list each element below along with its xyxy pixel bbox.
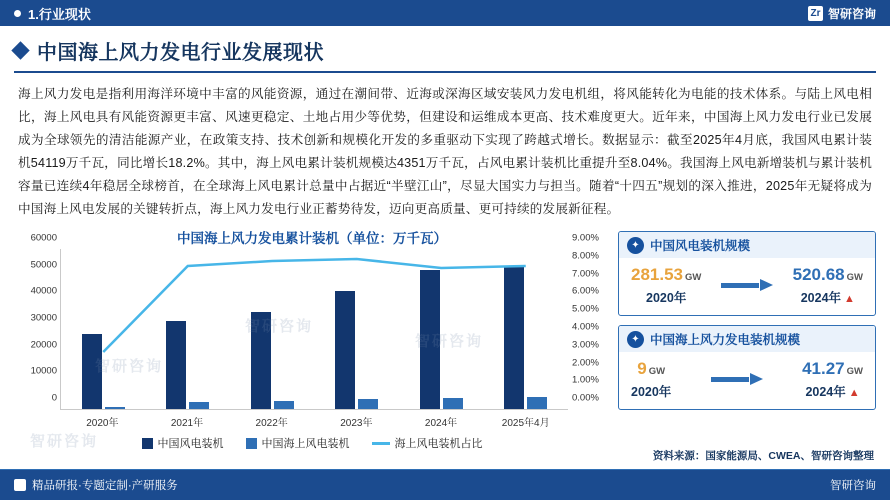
- y2-tick-7: 7.00%: [572, 268, 599, 280]
- y2-tick-9: 9.00%: [572, 232, 599, 244]
- trend-up-icon: ▲: [844, 293, 855, 305]
- stat-from: [631, 265, 701, 306]
- legend-item: [142, 435, 224, 451]
- y2-tick-6: 6.00%: [572, 285, 599, 297]
- y-tick-0: 0: [51, 392, 57, 404]
- card-header: [619, 326, 875, 352]
- body-paragraph: 海上风力发电是指利用海洋环境中丰富的风能资源，通过在潮间带、近海或深海区域安装风力发电机组，将风能转化为电能的技术体系。与陆上风电相比，海上风电具有风能资源更丰富、风速更稳定、土地占用少等优势，但建设和运维成本更高、技术难度更大。近年来，中国海上风力发电行业已发展成为全球领先的清洁能源产业，在政策支持、技术创新和规模化开发的多重驱动下实现了跨越式增长。数据显示：截至2025年4月底，我国风电累计装机54119万千瓦，同比增长18.2%。其中，海上风电累计装机规模达4351万千瓦，占风电累计装机比重提升至8.04%。我国海上风电新增装机与累计装机容量已连续4年稳居全球榜首，在全球海上风电累计总量中占据近“半壁江山”，尽显大国实力与担当。随着“十四五”规划的深入推进，2025年无疑将成为中国海上风电发展的关键转折点，海上风力发电行业正蓄势待发，迈向更高质量、更可持续的发展新征程。: [18, 87, 872, 216]
- y2-tick-1: 1.00%: [572, 374, 599, 386]
- legend-label: 中国风电装机: [157, 438, 224, 450]
- card-body: [619, 258, 875, 315]
- wind-icon: ✦: [627, 331, 644, 348]
- watermark: 智研咨询: [415, 333, 484, 350]
- x-tick: 2020年: [86, 418, 119, 429]
- card-header: [619, 232, 875, 258]
- x-tick: 2024年: [424, 418, 458, 429]
- page-title-text: 中国海上风力发电行业发展现状: [37, 42, 324, 64]
- watermark: 智研咨询: [30, 433, 99, 450]
- legend-swatch-bar1: [142, 438, 153, 449]
- stat-value: 520.68: [792, 265, 845, 284]
- stat-value: 41.27: [802, 359, 845, 378]
- stat-from: [631, 359, 671, 400]
- stat-value: 9: [637, 359, 647, 378]
- chart-container: [14, 227, 610, 450]
- stat-unit: GW: [685, 272, 702, 283]
- chart-legend: [14, 435, 610, 451]
- x-tick: 2023年: [340, 418, 373, 429]
- stat-cards: [618, 227, 876, 442]
- footer-logo-icon: [14, 479, 26, 491]
- arrow-right-icon: [721, 280, 773, 291]
- y-tick-3: 30000: [30, 312, 57, 324]
- footer-brand: 智研咨询: [830, 480, 876, 492]
- legend-item: [246, 435, 350, 451]
- stat-unit: GW: [648, 366, 666, 377]
- stat-unit: GW: [846, 272, 863, 283]
- content-area: [14, 227, 876, 450]
- diamond-icon: [11, 41, 29, 59]
- stat-card-offshore-wind: [618, 325, 876, 410]
- stat-year: 2024年 ▲: [805, 385, 860, 399]
- legend-swatch-bar2: [246, 438, 257, 449]
- stat-value: 281.53: [631, 265, 683, 284]
- bullet-icon: [14, 10, 21, 17]
- watermark: 智研咨询: [95, 358, 164, 375]
- footer: [0, 470, 890, 500]
- watermark: 智研咨询: [245, 318, 314, 335]
- y-tick-5: 50000: [30, 259, 57, 271]
- chart-title: 中国海上风力发电累计装机（单位：万千瓦）: [177, 231, 447, 246]
- brand-mark-icon: Zr: [808, 6, 823, 21]
- x-tick: 2022年: [255, 418, 288, 429]
- source-note: 资料来源：国家能源局、CWEA、智研咨询整理: [652, 450, 874, 462]
- y2-tick-8: 8.00%: [572, 250, 599, 262]
- stat-year: 2020年: [631, 385, 672, 399]
- trend-up-icon: ▲: [848, 387, 860, 399]
- footer-text: 精品研报·专题定制·产研服务: [32, 480, 178, 492]
- stat-card-wind: [618, 231, 876, 316]
- stat-year: 2024年 ▲: [800, 291, 855, 305]
- arrow-right-icon: [711, 374, 763, 385]
- y-tick-6: 60000: [30, 232, 57, 244]
- chart-line-series: [61, 249, 568, 409]
- stat-to: [802, 359, 863, 400]
- brand-logo: [808, 5, 876, 22]
- card-title: 中国风电装机规模: [650, 239, 751, 253]
- top-bar: [0, 0, 890, 26]
- legend-label: 海上风电装机占比: [394, 438, 483, 450]
- section-label: 1.行业现状: [28, 6, 91, 22]
- x-tick: 2025年4月: [501, 418, 550, 429]
- y-tick-1: 10000: [30, 365, 57, 377]
- legend-label: 中国海上风电装机: [261, 438, 350, 450]
- y-tick-2: 20000: [30, 339, 57, 351]
- y2-tick-4: 4.00%: [572, 321, 599, 333]
- y2-tick-5: 5.00%: [572, 303, 599, 315]
- section-indicator: [14, 4, 91, 23]
- brand-name: 智研咨询: [827, 6, 876, 21]
- y-tick-4: 40000: [30, 285, 57, 297]
- stat-unit: GW: [846, 366, 863, 377]
- legend-swatch-line: [372, 442, 390, 445]
- chart-x-axis: [60, 414, 568, 429]
- footer-left: [14, 477, 178, 493]
- card-title: 中国海上风力发电装机规模: [650, 333, 801, 347]
- stat-year: 2020年: [646, 291, 687, 305]
- y2-tick-0: 0.00%: [572, 392, 599, 404]
- legend-item: [372, 435, 483, 451]
- wind-icon: ✦: [627, 237, 644, 254]
- y2-tick-2: 2.00%: [572, 357, 599, 368]
- x-tick: 2021年: [170, 418, 204, 429]
- y2-tick-3: 3.00%: [572, 339, 599, 351]
- stat-to: [793, 265, 863, 306]
- card-body: [619, 352, 875, 409]
- page-title: [14, 36, 876, 73]
